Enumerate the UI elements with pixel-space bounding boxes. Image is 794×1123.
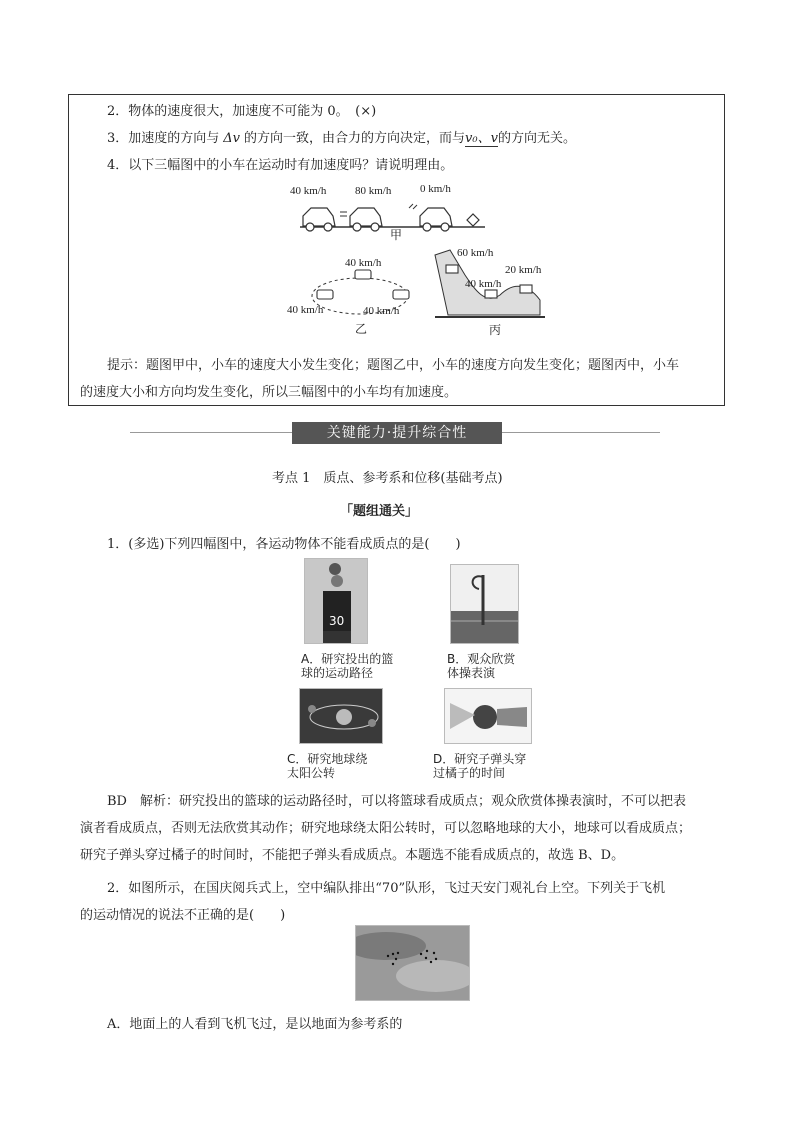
- solar-orbit-photo: [299, 688, 383, 744]
- earth-orbit-image: [300, 689, 382, 743]
- section-banner: 关键能力·提升综合性: [292, 422, 502, 444]
- speed-label: 60 km/h: [457, 247, 494, 259]
- option-B-caption: B．观众欣赏 体操表演: [447, 652, 516, 680]
- gymnastics-photo: [450, 564, 519, 644]
- option-D-caption: D．研究子弹头穿 过橘子的时间: [433, 752, 527, 780]
- statement-2: 2．物体的速度很大，加速度不可能为 0。 (×): [107, 104, 377, 119]
- bullet-orange-photo: [444, 688, 532, 744]
- figure-label: 乙: [355, 322, 368, 336]
- question-2-option-A: A．地面上的人看到飞机飞过，是以地面为参考系的: [107, 1017, 403, 1032]
- gymnast-image: [451, 565, 518, 643]
- speed-label: 40 km/h: [287, 304, 324, 316]
- aircraft-formation-image: [356, 926, 469, 1000]
- question-2-stem-1: 2．如图所示，在国庆阅兵式上，空中编队排出“70”队形，飞过天安门观礼台上空。下列关于飞机: [107, 881, 666, 896]
- basketball-photo: [304, 558, 368, 644]
- bullet-through-orange-image: [445, 689, 531, 743]
- speed-label: 0 km/h: [420, 183, 451, 195]
- question-2-stem-2: 的运动情况的说法不正确的是( ): [80, 908, 286, 923]
- figure-bing: [430, 245, 560, 340]
- answer-line-3: 研究子弹头穿过橘子的时间时，不能把子弹头看成质点。本题选不能看成质点的，故选 B、D。: [80, 848, 625, 863]
- option-C-caption: C．研究地球绕 太阳公转: [287, 752, 368, 780]
- figure-label: 甲: [390, 228, 403, 242]
- speed-label: 40 km/h: [345, 257, 382, 269]
- speed-label: 80 km/h: [355, 185, 392, 197]
- subsection-title: 「题组通关」: [340, 504, 419, 519]
- hint-line-1: 提示：题图甲中，小车的速度大小发生变化；题图乙中，小车的速度方向发生变化；题图丙中，小车: [107, 358, 680, 373]
- answer-line-1: BD 解析：研究投出的篮球的运动路径时，可以将篮球看成质点；观众欣赏体操表演时，不可以把表: [107, 794, 686, 809]
- figure-yi: [285, 252, 425, 340]
- speed-label: 40 km/h: [465, 278, 502, 290]
- section-title: 考点 1 质点、参考系和位移(基础考点): [272, 471, 503, 486]
- statement-3: 3．加速度的方向与 Δv 的方向一致，由合力的方向决定，而与v₀、v的方向无关。: [107, 131, 576, 146]
- speed-label: 20 km/h: [505, 264, 542, 276]
- option-A-caption: A．研究投出的篮 球的运动路径: [301, 652, 394, 680]
- jersey-number: 30: [329, 614, 345, 628]
- basketball-player-image: [305, 559, 367, 643]
- question-1-stem: 1．(多选)下列四幅图中，各运动物体不能看成质点的是( ): [107, 537, 461, 552]
- answer-line-2: 演者看成质点，否则无法欣赏其动作；研究地球绕太阳公转时，可以忽略地球的大小，地球可以看成质点；: [80, 821, 692, 836]
- figure-jia: [285, 182, 495, 242]
- figure-label: 丙: [489, 323, 502, 337]
- speed-label: 40 km/h: [290, 185, 327, 197]
- statement-4: 4．以下三幅图中的小车在运动时有加速度吗？请说明理由。: [107, 158, 454, 173]
- speed-label: 40 km/h: [363, 305, 400, 317]
- formation-photo: [355, 925, 470, 1001]
- hint-line-2: 的速度大小和方向均发生变化，所以三幅图中的小车均有加速度。: [80, 385, 458, 400]
